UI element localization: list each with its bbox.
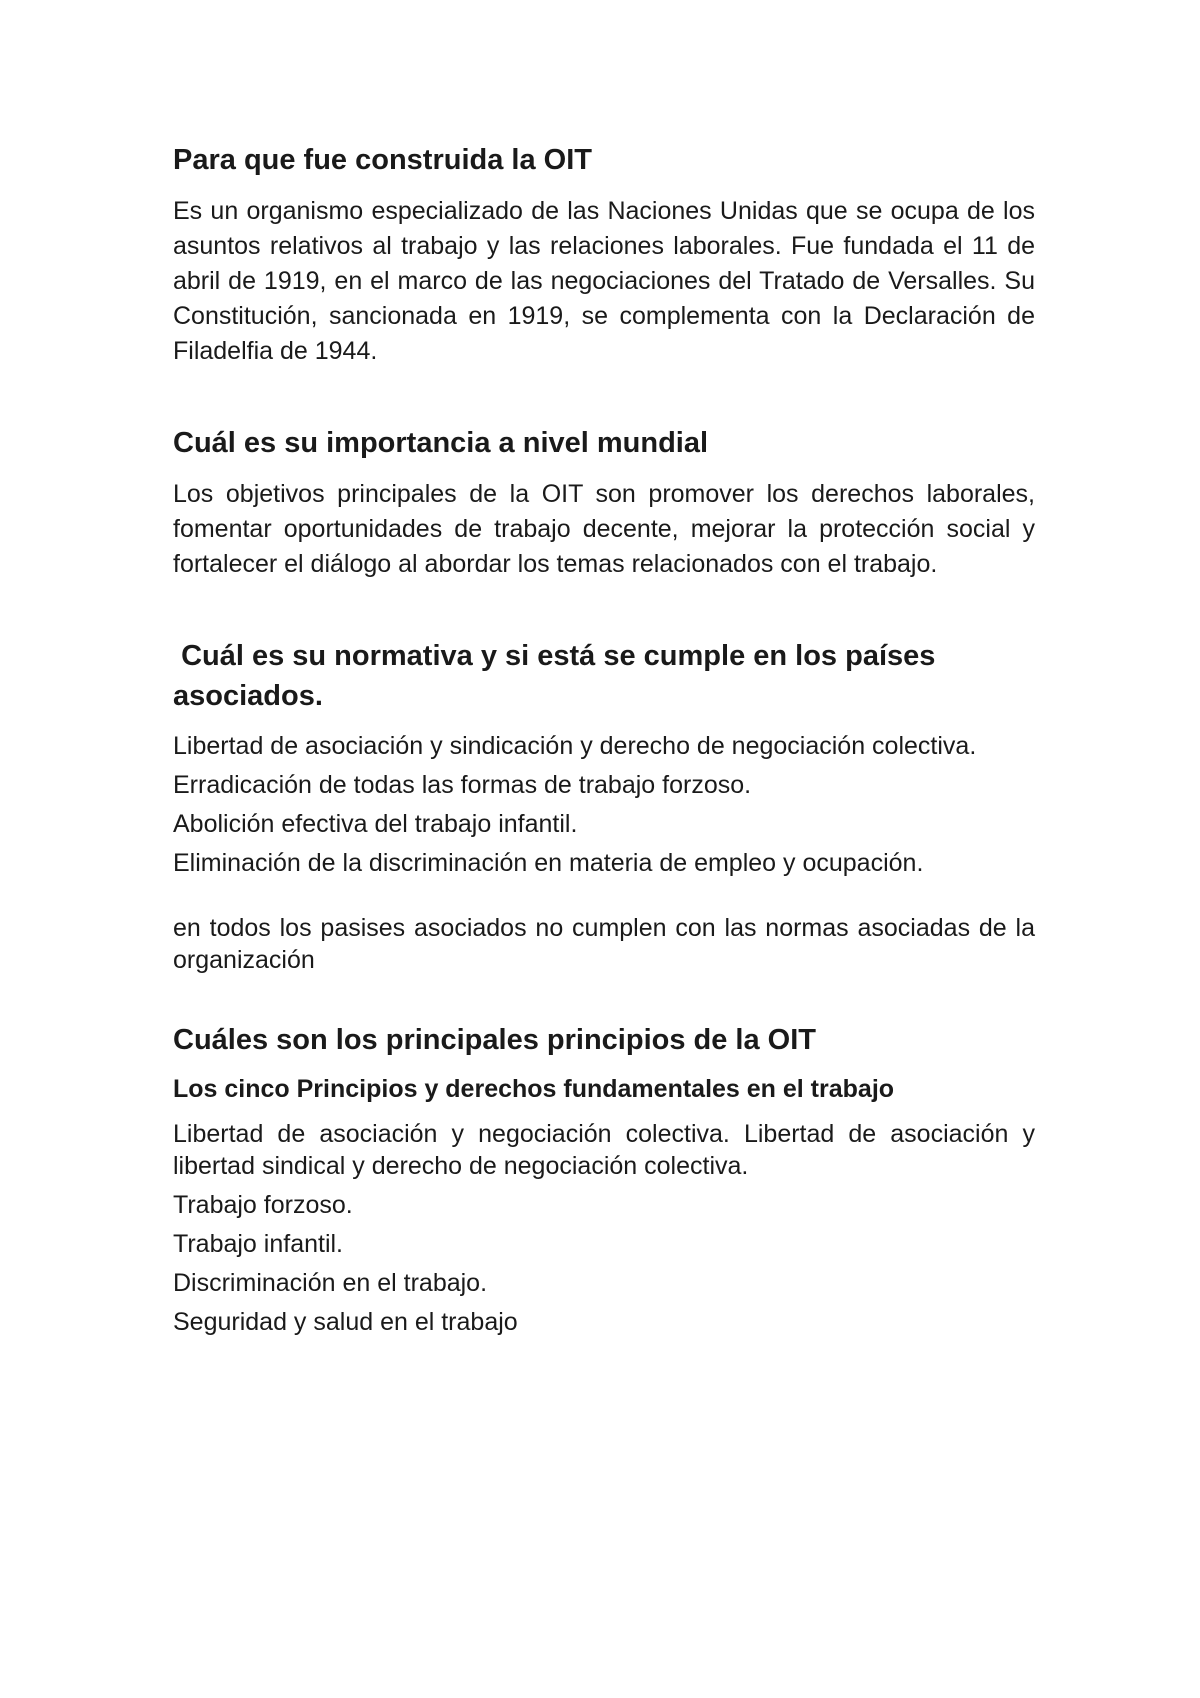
regulation-list	[173, 730, 1035, 879]
list-item: Trabajo forzoso.	[173, 1191, 353, 1219]
document-page	[173, 140, 1035, 1345]
section-heading-principles: Cuáles son los principales principios de la OIT	[173, 1024, 816, 1056]
list-item: Trabajo infantil.	[173, 1230, 343, 1258]
list-item: Libertad de asociación y sindicación y derecho de negociación colectiva.	[173, 732, 977, 760]
section-heading-regulation: Cuál es su normativa y si está se cumple en los países asociados.	[173, 640, 944, 712]
list-item: Seguridad y salud en el trabajo	[173, 1308, 518, 1336]
section-subheading-principles: Los cinco Principios y derechos fundamentales en el trabajo	[173, 1075, 895, 1103]
section-paragraph-importance: Los objetivos principales de la OIT son promover los derechos laborales, fomentar oportunidades de trabajo decente, mejorar la protección social y fortalecer el diálogo al abordar los temas relacionados con el trabajo.	[173, 480, 1035, 578]
list-item: Erradicación de todas las formas de trabajo forzoso.	[173, 771, 752, 799]
section-heading-purpose: Para que fue construida la OIT	[173, 144, 592, 176]
list-item: Abolición efectiva del trabajo infantil.	[173, 810, 578, 838]
section-paragraph-purpose: Es un organismo especializado de las Naciones Unidas que se ocupa de los asuntos relativos al trabajo y las relaciones laborales. Fue fundada el 11 de abril de 1919, en el marco de las negociaciones del Tratado de Versalles. Su Constitución, sancionada en 1919, se complementa con la Declaración de Filadelfia de 1944.	[173, 197, 1035, 365]
list-item: Libertad de asociación y negociación colectiva. Libertad de asociación y libertad sindical y derecho de negociación colectiva.	[173, 1120, 1035, 1180]
principles-list	[173, 1118, 1035, 1338]
list-item: Eliminación de la discriminación en materia de empleo y ocupación.	[173, 849, 924, 877]
list-item: Discriminación en el trabajo.	[173, 1269, 488, 1297]
compliance-note: en todos los pasises asociados no cumplen con las normas asociadas de la organización	[173, 914, 1035, 974]
section-heading-importance: Cuál es su importancia a nivel mundial	[173, 427, 709, 459]
